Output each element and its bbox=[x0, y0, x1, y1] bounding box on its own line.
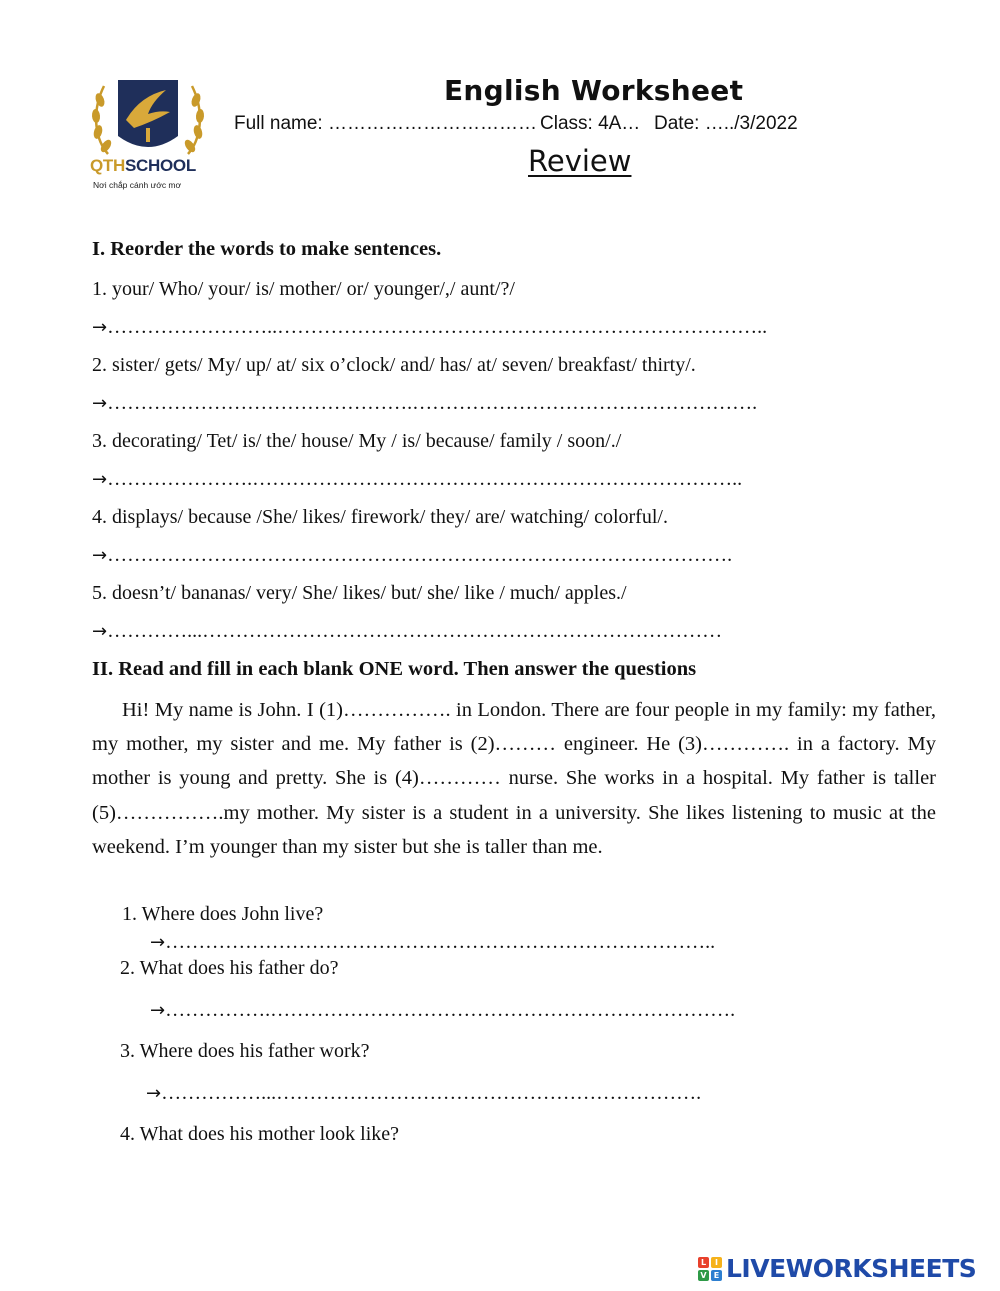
arrow-icon: → bbox=[146, 1083, 162, 1104]
arrow-icon: → bbox=[92, 545, 108, 566]
section-1-heading: I. Reorder the words to make sentences. bbox=[92, 238, 442, 260]
worksheet-title: English Worksheet bbox=[444, 74, 744, 107]
question-3: 3. Where does his father work? bbox=[120, 1040, 370, 1062]
arrow-icon: → bbox=[150, 932, 166, 953]
question-1: 1. Where does John live? bbox=[122, 903, 324, 925]
reorder-prompt-4: 4. displays/ because /She/ likes/ firework/ they/ are/ watching/ colorful/. bbox=[92, 506, 668, 528]
question-4: 4. What does his mother look like? bbox=[120, 1123, 400, 1145]
reading-passage: Hi! My name is John. I (1)……………. in London. There are four people in my family: my father, my mother, my sister and me. My father is (2)……… engineer. He (3)…………. in a factory. My mother is young and pretty. She is (4)………… nurse. She works in a hospital. My father is taller (5)…………….my mother. My sister is a student in a university. She likes listening to music at the weekend. I’m younger than my sister but she is taller than me. bbox=[92, 699, 936, 858]
full-name-field: Full name: …………………………… bbox=[234, 113, 537, 134]
liveworksheets-grid-icon: L I V E bbox=[698, 1257, 722, 1281]
liveworksheets-logo bbox=[698, 1254, 976, 1283]
school-logo bbox=[86, 66, 210, 196]
question-2: 2. What does his father do? bbox=[120, 957, 339, 979]
section-2-heading: II. Read and fill in each blank ONE word. Then answer the questions bbox=[92, 658, 697, 680]
class-field: Class: 4A… bbox=[540, 113, 641, 134]
arrow-icon: → bbox=[92, 317, 108, 338]
reorder-prompt-3: 3. decorating/ Tet/ is/ the/ house/ My / is/ because/ family / soon/./ bbox=[92, 430, 622, 452]
answer-3[interactable]: →……………...………………………………………………………. bbox=[146, 1082, 702, 1104]
arrow-icon: → bbox=[150, 1000, 166, 1021]
reorder-answer-5[interactable]: →…………...…………………………………………………………………… bbox=[92, 620, 723, 642]
arrow-icon: → bbox=[92, 393, 108, 414]
reorder-prompt-2: 2. sister/ gets/ My/ up/ at/ six o’clock/ and/ has/ at/ seven/ breakfast/ thirty/. bbox=[92, 354, 696, 376]
reorder-prompt-1: 1. your/ Who/ your/ is/ mother/ or/ younger/,/ aunt/?/ bbox=[92, 278, 515, 300]
answer-1[interactable]: →……………………………………………………………………….. bbox=[150, 931, 716, 953]
school-brand: QTHSCHOOL bbox=[90, 156, 196, 175]
reorder-answer-2[interactable]: →……………………………………….……………………………………………. bbox=[92, 392, 758, 414]
reorder-answer-3[interactable]: →………………….……………………………………………………………….. bbox=[92, 468, 743, 490]
page-subtitle: Review bbox=[528, 144, 632, 178]
liveworksheets-wordmark: LIVEWORKSHEETS bbox=[726, 1254, 977, 1283]
reorder-answer-1[interactable]: →……………………..……………………………………………………………….. bbox=[92, 316, 768, 338]
arrow-icon: → bbox=[92, 621, 108, 642]
answer-2[interactable]: →…………….……………………………………………………………. bbox=[150, 999, 736, 1021]
arrow-icon: → bbox=[92, 469, 108, 490]
reorder-answer-4[interactable]: →…………………………………………………………………………………. bbox=[92, 544, 733, 566]
school-tagline: Nơi chắp cánh ước mơ bbox=[93, 180, 182, 190]
date-field: Date: …../3/2022 bbox=[654, 113, 798, 134]
reorder-prompt-5: 5. doesn’t/ bananas/ very/ She/ likes/ but/ she/ like / much/ apples./ bbox=[92, 582, 627, 604]
